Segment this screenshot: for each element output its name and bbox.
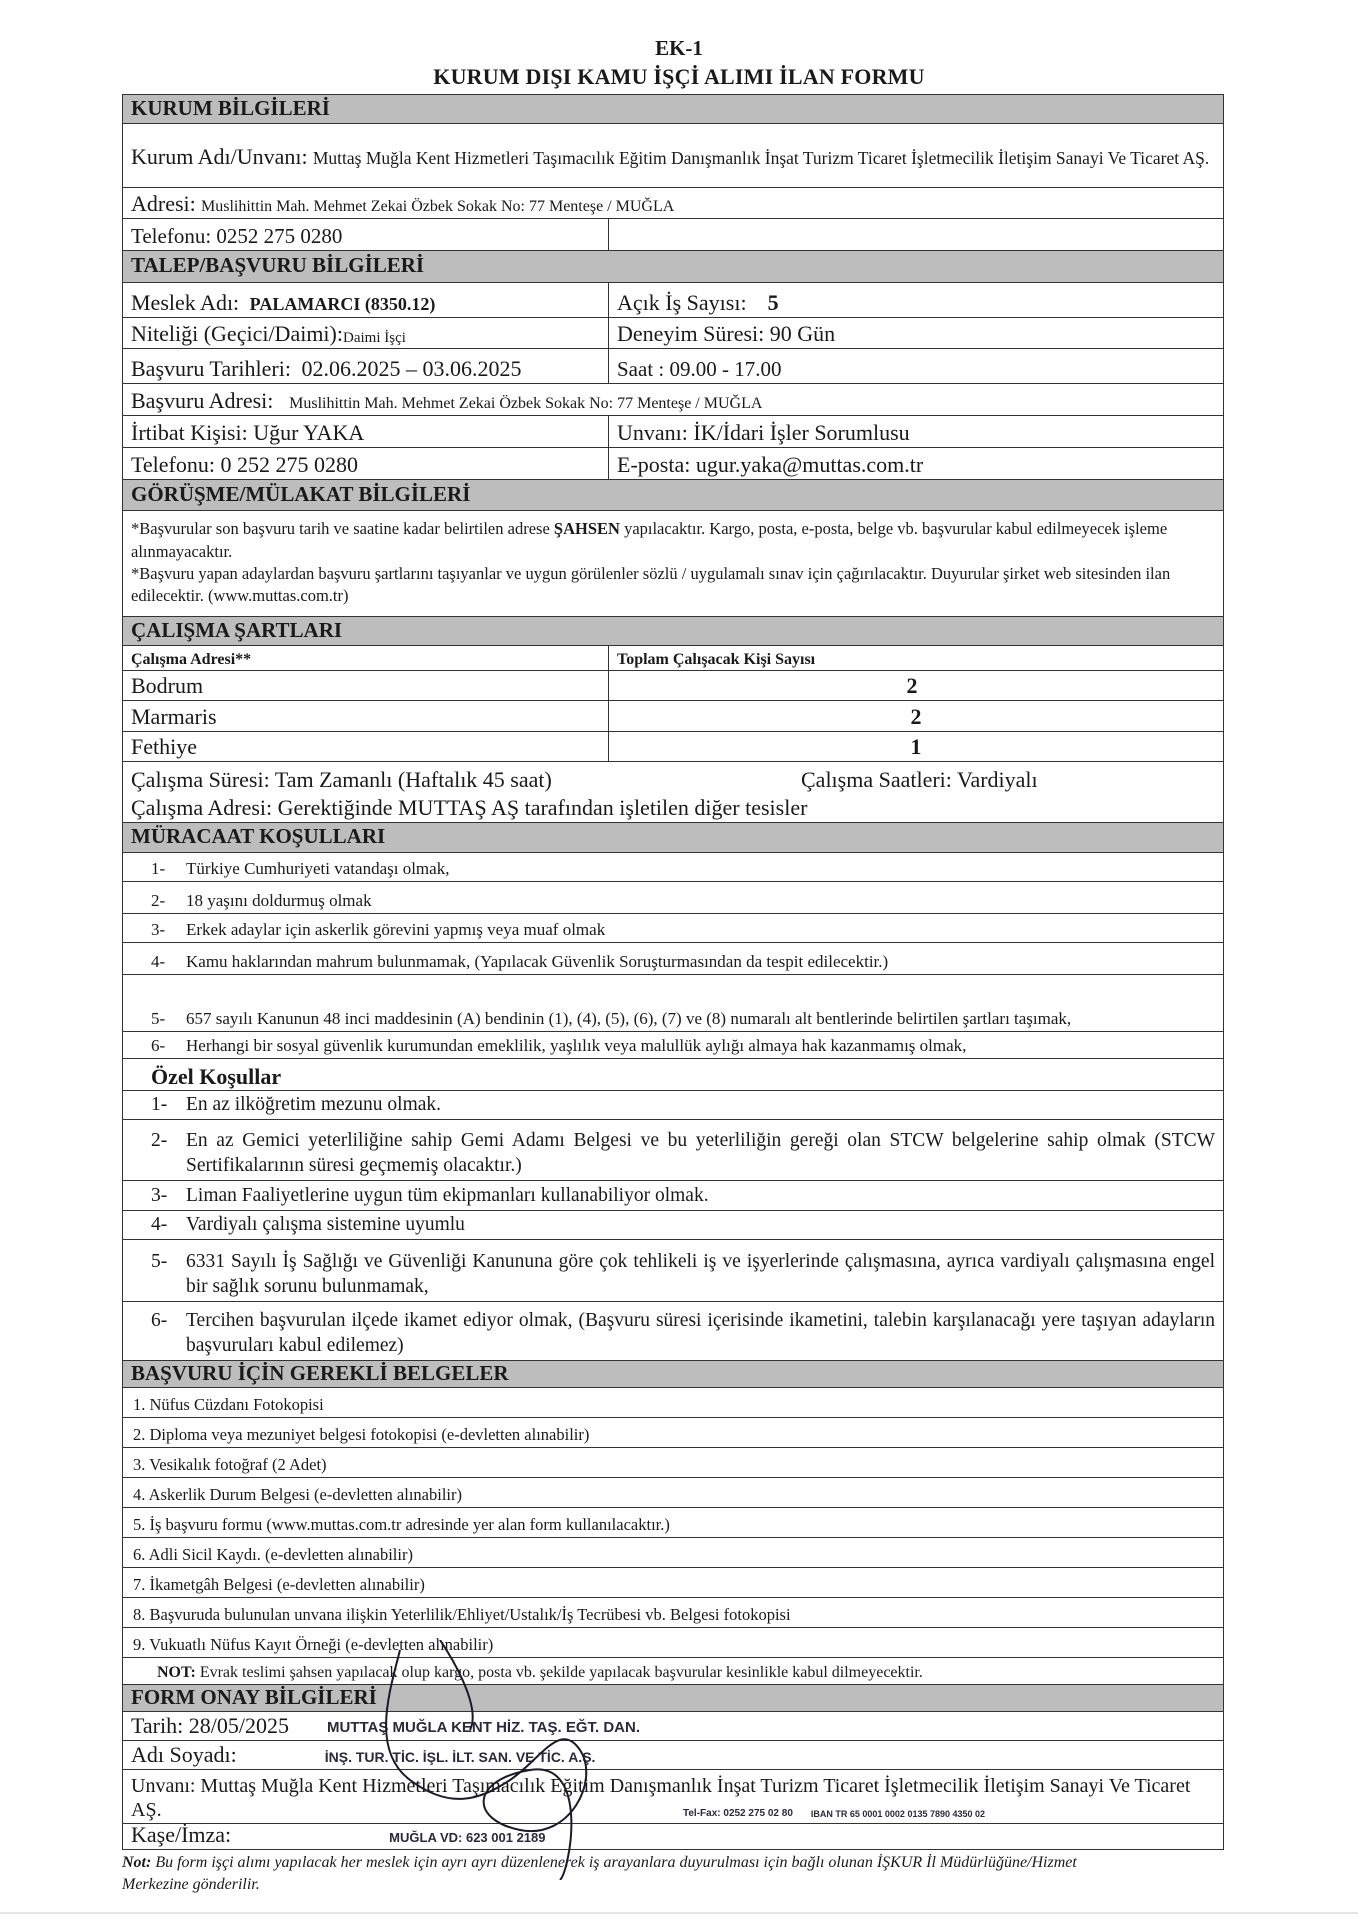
stamp-line: IBAN TR 65 0001 0002 0135 7890 4350 02	[810, 1809, 986, 1819]
document-item: 4. Askerlik Durum Belgesi (e-devletten alınabilir)	[123, 1478, 1223, 1508]
condition-text: En az ilköğretim mezunu olmak.	[186, 1093, 442, 1115]
section-kurum: KURUM BİLGİLERİ	[123, 95, 1223, 124]
gorusme-p1-bold: ŞAHSEN	[553, 519, 620, 539]
location-count: 2	[910, 703, 922, 729]
address-value: Muslihittin Mah. Mehmet Zekai Özbek Sokak No: 77 Menteşe / MUĞLA	[201, 197, 675, 215]
kurum-name-row	[123, 124, 1223, 188]
document-item: 7. İkametgâh Belgesi (e-devletten alınabilir)	[123, 1568, 1223, 1598]
onay-tarih-text: Tarih: 28/05/2025	[131, 1712, 289, 1738]
condition-text: Kamu haklarından mahrum bulunmamak, (Yapılacak Güvenlik Soruşturmasından da tespit edilecektir.)	[186, 951, 889, 971]
stamp-line: İNŞ. TUR. TİC. İŞL. İLT. SAN. VE TİC. A.Ş.	[324, 1749, 596, 1765]
irtibat-contact-row	[123, 448, 1223, 480]
calisma-saatleri: Çalışma Saatleri: Vardiyalı	[801, 767, 1038, 792]
section-muracaat: MÜRACAAT KOŞULLARI	[123, 823, 1223, 853]
footer-note-label: Not:	[122, 1854, 152, 1871]
special-condition-item	[123, 1120, 1223, 1181]
section-gorusme: GÖRÜŞME/MÜLAKAT BİLGİLERİ	[123, 480, 1223, 511]
location-row	[123, 701, 1223, 732]
stamp-contact-lines	[683, 1808, 985, 1819]
document-item: 2. Diploma veya mezuniyet belgesi fotokopisi (e-devletten alınabilir)	[123, 1418, 1223, 1448]
kurum-address-row	[123, 188, 1223, 219]
location-count: 2	[906, 672, 918, 698]
condition-number: 2-	[151, 890, 166, 910]
condition-number: 5-	[151, 1008, 166, 1028]
belgeler-note-text: Evrak teslimi şahsen yapılacak olup kargo, posta vb. şekilde yapılacak başvurular kesinlikle kabul dilmeyecektir.	[195, 1664, 923, 1681]
address-label: Adresi:	[131, 190, 196, 216]
special-condition-item	[123, 1240, 1223, 1302]
calisma-columns-row	[123, 646, 1223, 671]
location-name: Marmaris	[123, 701, 609, 731]
nitelik-row	[123, 318, 1223, 349]
scan-edge	[0, 1912, 1358, 1914]
nitelik-value: Daimi İşçi	[343, 330, 406, 346]
basvuru-adres-value: Muslihittin Mah. Mehmet Zekai Özbek Sokak No: 77 Menteşe / MUĞLA	[289, 394, 763, 412]
kurum-phone-row	[123, 219, 1223, 251]
onay-kase-imza	[123, 1821, 1223, 1850]
condition-number: 6-	[151, 1035, 166, 1055]
document-item: 8. Başvuruda bulunulan unvana ilişkin Yeterlilik/Ehliyet/Ustalık/İş Tecrübesi vb. Belgesi fotokopisi	[123, 1598, 1223, 1628]
belgeler-note-label: NOT:	[157, 1664, 196, 1681]
condition-text: 18 yaşını doldurmuş olmak	[186, 890, 372, 910]
form-title: KURUM DIŞI KAMU İŞÇİ ALIMI İLAN FORMU	[433, 64, 925, 89]
condition-item	[123, 882, 1223, 914]
location-name: Fethiye	[123, 732, 609, 761]
gorusme-p1a: *Başvurular son başvuru tarih ve saatine kadar belirtilen adrese	[131, 519, 554, 539]
condition-item	[123, 1032, 1223, 1059]
kurum-name-label: Kurum Adı/Unvanı:	[131, 143, 308, 169]
condition-number: 4-	[151, 951, 166, 971]
condition-number: 5-	[151, 1251, 168, 1273]
condition-text: Türkiye Cumhuriyeti vatandaşı olmak,	[186, 858, 450, 878]
footer-note	[122, 1852, 1122, 1895]
stamp-line: Tel-Fax: 0252 275 02 80	[683, 1808, 793, 1819]
condition-item	[123, 914, 1223, 943]
onay-adi-soyadi	[123, 1741, 1223, 1770]
condition-text: 657 sayılı Kanunun 48 inci maddesinin (A) bendinin (1), (4), (5), (6), (7) ve (8) numaralı alt bentlerinde belirtilen şartları taşımak,	[186, 1008, 1072, 1028]
condition-item	[123, 853, 1223, 882]
special-condition-item	[123, 1181, 1223, 1211]
location-name: Bodrum	[123, 671, 609, 700]
condition-number: 6-	[151, 1310, 168, 1332]
ozel-kosullar	[123, 1059, 1223, 1361]
condition-number: 1-	[151, 858, 166, 878]
condition-number: 3-	[151, 919, 166, 939]
calisma-details	[123, 762, 1223, 823]
tarih-label: Başvuru Tarihleri:	[131, 355, 291, 381]
condition-item	[123, 975, 1223, 1032]
basvuru-adres-row	[123, 384, 1223, 416]
ozel-kosullar-title: Özel Koşullar	[123, 1059, 1223, 1091]
meslek-row	[123, 283, 1223, 318]
onay-tarih	[123, 1712, 1223, 1741]
col-kisi-sayisi: Toplam Çalışacak Kişi Sayısı	[617, 650, 816, 668]
condition-number: 3-	[151, 1184, 168, 1206]
onay-unvan-text: Unvanı: Muttaş Muğla Kent Hizmetleri Taşımacılık Eğitim Danışmanlık İnşat Turizm Ticaret İşletmecilik İletişim Sanayi Ve Ticaret AŞ.	[131, 1775, 1191, 1821]
location-row	[123, 671, 1223, 701]
meslek-label: Meslek Adı:	[131, 289, 240, 315]
irtibat-row	[123, 416, 1223, 448]
section-onay: FORM ONAY BİLGİLERİ	[123, 1685, 1223, 1712]
document-item: 6. Adli Sicil Kaydı. (e-devletten alınabilir)	[123, 1538, 1223, 1568]
kurum-name-value: Muttaş Muğla Kent Hizmetleri Taşımacılık Eğitim Danışmanlık İnşat Turizm Ticaret İşletmecilik İletişim Sanayi Ve Ticaret AŞ.	[312, 147, 1210, 168]
col-calisma-adresi: Çalışma Adresi**	[123, 646, 609, 670]
document-item: 9. Vukuatlı Nüfus Kayıt Örneği (e-devletten alınabilir)	[123, 1628, 1223, 1658]
condition-item	[123, 943, 1223, 975]
condition-text: Vardiyalı çalışma sistemine uyumlu	[186, 1213, 465, 1235]
basvuru-adres-label: Başvuru Adresi:	[131, 387, 274, 413]
annex-label: EK-1	[655, 36, 703, 60]
document-item: 1. Nüfus Cüzdanı Fotokopisi	[123, 1388, 1223, 1418]
saat: Saat : 09.00 - 17.00	[617, 356, 782, 381]
condition-text: Herhangi bir sosyal güvenlik kurumundan emeklilik, yaşlılık veya malullük aylığı almaya hak kazanmamış olmak,	[186, 1035, 967, 1055]
kurum-phone: Telefonu: 0252 275 0280	[123, 219, 609, 250]
onay-kase-text: Kaşe/İmza:	[131, 1821, 232, 1847]
special-condition-item	[123, 1211, 1223, 1240]
irtibat-unvan: Unvanı: İK/İdari İşler Sorumlusu	[617, 419, 910, 445]
condition-text: 6331 Sayılı İş Sağlığı ve Güvenliği Kanununa göre çok tehlikeli iş ve işyerlerinde çalışmasına, ayrıca vardiyalı çalışmasına engel bir sağlık sorunu bulunmamak,	[186, 1251, 1215, 1297]
document-item: 3. Vesikalık fotoğraf (2 Adet)	[123, 1448, 1223, 1478]
document-item: 5. İş başvuru formu (www.muttas.com.tr adresinde yer alan form kullanılacaktır.)	[123, 1508, 1223, 1538]
footer-note-text: Bu form işçi alımı yapılacak her meslek için ayrı ayrı düzenlenerek iş arayanlara duyurulması için bağlı olunan İŞKUR İl Müdürlüğüne/Hizmet Merkezine gönderilir.	[122, 1854, 1077, 1893]
condition-text: En az Gemici yeterliliğine sahip Gemi Adamı Belgesi ve bu yeterliliğin gereği olan STCW belgelerine sahip olmak (STCW Sertifikalarının süresi geçmemiş olacaktır.)	[186, 1130, 1215, 1176]
condition-number: 2-	[151, 1130, 168, 1152]
location-row	[123, 732, 1223, 762]
onay-unvan	[123, 1770, 1223, 1824]
section-belgeler: BAŞVURU İÇİN GEREKLİ BELGELER	[123, 1361, 1223, 1388]
condition-text: Liman Faaliyetlerine uygun tüm ekipmanları kullanabiliyor olmak.	[186, 1184, 709, 1206]
condition-number: 1-	[151, 1093, 168, 1115]
acik-is-value: 5	[767, 289, 779, 315]
special-condition-item	[123, 1091, 1223, 1120]
section-calisma: ÇALIŞMA ŞARTLARI	[123, 617, 1223, 646]
gorusme-text-row	[123, 511, 1223, 617]
irtibat-telefon: Telefonu: 0 252 275 0280	[123, 448, 609, 479]
stamp-line: MUTTAŞ MUĞLA KENT HİZ. TAŞ. EĞT. DAN.	[326, 1719, 640, 1736]
irtibat-kisi: İrtibat Kişisi: Uğur YAKA	[123, 416, 609, 447]
condition-text: Erkek adaylar için askerlik görevini yapmış veya muaf olmak	[186, 919, 606, 939]
calisma-suresi: Çalışma Süresi: Tam Zamanlı (Haftalık 45 saat)	[131, 767, 552, 792]
form-table	[122, 94, 1224, 1850]
gorusme-p2: *Başvuru yapan adaylardan başvuru şartlarını taşıyanlar ve uygun görülenler sözlü / uygulamalı sınav için çağırılacaktır. Duyurular şirket web sitesinden ilan edilecektir. (www.muttas.com.tr)	[131, 564, 1171, 606]
gorusme-p1b: yapılacaktır. Kargo, posta, e-posta, belge vb. başvurular kabul edilmeyecek işleme alınmayacaktır.	[131, 519, 1168, 561]
stamp-line: MUĞLA VD: 623 001 2189	[389, 1830, 546, 1845]
acik-is-label: Açık İş Sayısı:	[617, 289, 747, 315]
meslek-value: PALAMARCI (8350.12)	[249, 294, 436, 315]
irtibat-eposta[interactable]: E-posta: ugur.yaka@muttas.com.tr	[617, 451, 924, 477]
special-condition-item	[123, 1302, 1223, 1361]
belgeler-note	[123, 1658, 1223, 1685]
onay-adi-text: Adı Soyadı:	[131, 1741, 237, 1767]
calisma-adresi-note: Çalışma Adresi: Gerektiğinde MUTTAŞ AŞ tarafından işletilen diğer tesisler	[131, 794, 808, 820]
section-talep: TALEP/BAŞVURU BİLGİLERİ	[123, 251, 1223, 283]
deneyim-suresi: Deneyim Süresi: 90 Gün	[617, 320, 836, 346]
condition-number: 4-	[151, 1213, 168, 1235]
location-count: 1	[910, 733, 922, 759]
nitelik-label: Niteliği (Geçici/Daimi):	[131, 320, 343, 346]
condition-text: Tercihen başvurulan ilçede ikamet ediyor olmak, (Başvuru süresi içerisinde ikametini, talebin karşılanacağı yere taşıyan adayların başvuruları kabul edilemez)	[186, 1310, 1215, 1356]
tarih-value: 02.06.2025 – 03.06.2025	[301, 355, 522, 381]
tarih-row	[123, 349, 1223, 384]
